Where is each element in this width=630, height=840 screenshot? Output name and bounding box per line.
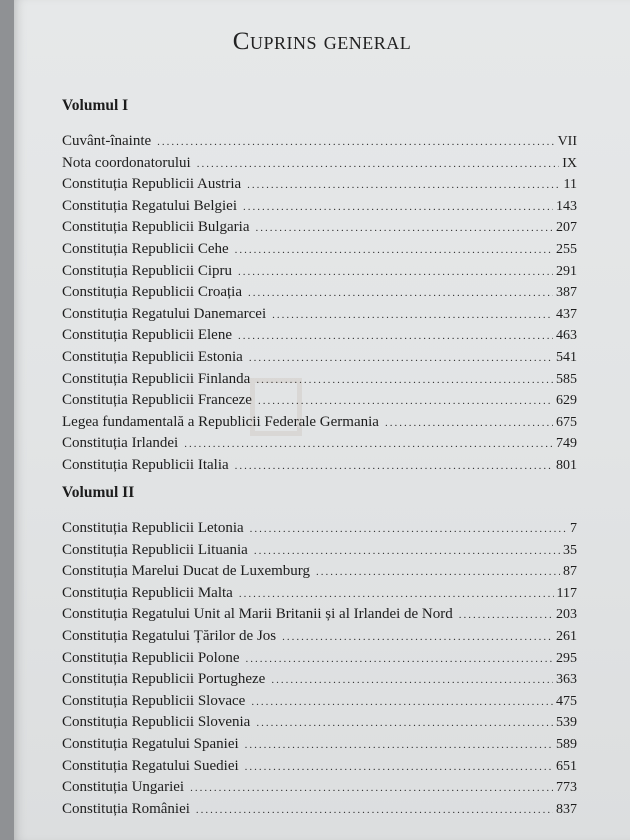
- volume-1-toc: [62, 131, 577, 477]
- toc-entry: [62, 756, 577, 778]
- toc-entry-title: Constituția Irlandei: [62, 435, 179, 452]
- toc-entry-page-number: IX: [562, 155, 577, 171]
- toc-entry: [62, 412, 577, 434]
- toc-entry: [62, 347, 577, 369]
- toc-entry: [62, 239, 577, 261]
- dot-leader: [251, 692, 553, 714]
- dot-leader: [271, 670, 553, 692]
- toc-entry-title: Constituția Regatului Unit al Marii Britanii și al Irlandei de Nord: [62, 606, 453, 623]
- toc-entry: [62, 799, 577, 821]
- toc-entry: [62, 604, 577, 626]
- toc-entry-title: Constituția Republicii Italia: [62, 456, 229, 473]
- toc-entry: [62, 261, 577, 283]
- dot-leader: [248, 283, 553, 305]
- page-title: Cuprins general: [232, 28, 412, 55]
- dot-leader: [255, 218, 553, 240]
- toc-entry: [62, 433, 577, 455]
- toc-entry: [62, 174, 577, 196]
- toc-entry-page-number: 585: [556, 371, 577, 387]
- toc-entry-title: Constituția Republicii Finlanda: [62, 370, 251, 387]
- dot-leader: [197, 154, 560, 176]
- toc-entry: [62, 153, 577, 175]
- toc-entry-page-number: 7: [570, 521, 577, 536]
- toc-entry-page-number: 539: [556, 715, 577, 731]
- toc-entry-page-number: 143: [556, 198, 577, 214]
- volume-2-toc: [62, 518, 577, 820]
- dot-leader: [250, 519, 567, 541]
- dot-leader: [245, 757, 553, 779]
- toc-entry-title: Cuvânt-înainte: [62, 133, 152, 149]
- toc-entry-page-number: 463: [556, 328, 577, 344]
- toc-entry: [62, 669, 577, 691]
- dot-leader: [235, 240, 553, 262]
- toc-entry-title: Constituția Regatului Danemarcei: [62, 305, 267, 322]
- toc-entry-title: Legea fundamentală a Republicii Federale Germania: [62, 413, 379, 430]
- toc-entry-title: Constituția Marelui Ducat de Luxemburg: [62, 563, 311, 580]
- toc-entry-title: Constituția României: [62, 800, 190, 817]
- dot-leader: [316, 562, 560, 584]
- toc-entry-title: Constituția Republicii Austria: [62, 176, 242, 193]
- toc-entry-page-number: 675: [556, 414, 577, 430]
- toc-entry-page-number: 261: [556, 628, 577, 644]
- toc-entry-title: Constituția Regatului Spaniei: [62, 735, 239, 752]
- toc-entry-page-number: 651: [556, 758, 577, 774]
- toc-entry-title: Constituția Republicii Estonia: [62, 348, 243, 365]
- toc-entry-title: Constituția Republicii Polone: [62, 649, 240, 666]
- dot-leader: [235, 456, 553, 478]
- toc-entry-title: Constituția Regatului Belgiei: [62, 197, 237, 214]
- toc-entry-page-number: 773: [556, 780, 577, 796]
- toc-entry-title: Constituția Republicii Elene: [62, 327, 232, 344]
- dot-leader: [245, 735, 553, 757]
- toc-entry: [62, 325, 577, 347]
- toc-entry: [62, 390, 577, 412]
- toc-entry-title: Constituția Republicii Franceze: [62, 392, 252, 409]
- toc-entry-page-number: 11: [563, 177, 577, 193]
- toc-entry: [62, 196, 577, 218]
- toc-entry-title: Nota coordonatorului: [62, 154, 191, 171]
- toc-entry-page-number: 475: [556, 693, 577, 709]
- toc-entry-page-number: 541: [556, 349, 577, 365]
- toc-entry-page-number: 203: [556, 607, 577, 623]
- dot-leader: [238, 262, 553, 284]
- toc-entry-title: Constituția Republicii Slovenia: [62, 714, 251, 731]
- toc-entry-page-number: 87: [563, 564, 577, 580]
- toc-entry-page-number: 207: [556, 220, 577, 236]
- dot-leader: [247, 175, 560, 197]
- dot-leader: [243, 197, 553, 219]
- dot-leader: [239, 584, 554, 606]
- toc-entry: [62, 777, 577, 799]
- toc-entry-title: Constituția Republicii Malta: [62, 584, 233, 601]
- toc-entry-title: Constituția Republicii Portugheze: [62, 671, 266, 688]
- dot-leader: [385, 413, 553, 435]
- volume-1-heading: Volumul I: [62, 97, 129, 114]
- dot-leader: [282, 627, 553, 649]
- dot-leader: [157, 132, 554, 154]
- toc-entry-title: Constituția Regatului Țărilor de Jos: [62, 627, 277, 644]
- toc-entry-page-number: 255: [556, 241, 577, 257]
- dot-leader: [459, 605, 553, 627]
- toc-entry-title: Constituția Republicii Cehe: [62, 240, 229, 257]
- toc-entry-title: Constituția Republicii Cipru: [62, 262, 232, 279]
- toc-entry: [62, 369, 577, 391]
- toc-entry-page-number: 437: [556, 306, 577, 322]
- dot-leader: [272, 305, 553, 327]
- toc-entry: [62, 561, 577, 583]
- toc-entry-page-number: 589: [556, 736, 577, 752]
- book-page: [14, 0, 630, 840]
- toc-entry: [62, 712, 577, 734]
- dot-leader: [258, 391, 553, 413]
- toc-entry-page-number: 117: [556, 585, 577, 601]
- toc-entry: [62, 540, 577, 562]
- toc-entry-page-number: 749: [556, 436, 577, 452]
- toc-entry-title: Constituția Republicii Croația: [62, 284, 242, 301]
- toc-entry: [62, 518, 577, 540]
- toc-entry: [62, 734, 577, 756]
- toc-entry: [62, 691, 577, 713]
- toc-entry: [62, 455, 577, 477]
- toc-entry-page-number: 629: [556, 393, 577, 409]
- toc-entry-page-number: 837: [556, 801, 577, 817]
- dot-leader: [184, 434, 553, 456]
- dot-leader: [256, 713, 553, 735]
- toc-entry-title: Constituția Republicii Lituania: [62, 541, 248, 558]
- toc-entry-title: Constituția Regatului Suediei: [62, 757, 239, 774]
- toc-entry: [62, 131, 577, 153]
- toc-entry-page-number: VII: [557, 134, 577, 149]
- dot-leader: [190, 778, 553, 800]
- toc-entry: [62, 304, 577, 326]
- dot-leader: [238, 326, 553, 348]
- toc-entry-page-number: 35: [563, 542, 577, 558]
- toc-entry: [62, 626, 577, 648]
- toc-entry-title: Constituția Ungariei: [62, 779, 185, 796]
- toc-entry: [62, 648, 577, 670]
- toc-entry-title: Constituția Republicii Slovace: [62, 692, 246, 709]
- toc-entry-page-number: 801: [556, 457, 577, 473]
- toc-entry-title: Constituția Republicii Bulgaria: [62, 219, 250, 236]
- toc-entry: [62, 217, 577, 239]
- dot-leader: [254, 541, 560, 563]
- volume-2-heading: Volumul II: [62, 484, 135, 501]
- toc-entry: [62, 583, 577, 605]
- volume-2-section: [62, 484, 577, 820]
- dot-leader: [196, 800, 553, 822]
- toc-entry-page-number: 291: [556, 263, 577, 279]
- dot-leader: [256, 370, 553, 392]
- toc-entry-page-number: 387: [556, 285, 577, 301]
- dot-leader: [249, 348, 553, 370]
- dot-leader: [246, 649, 554, 671]
- toc-entry: [62, 282, 577, 304]
- toc-entry-page-number: 363: [556, 672, 577, 688]
- toc-entry-page-number: 295: [556, 650, 577, 666]
- volume-1-section: [62, 97, 577, 477]
- toc-entry-title: Constituția Republicii Letonia: [62, 520, 244, 536]
